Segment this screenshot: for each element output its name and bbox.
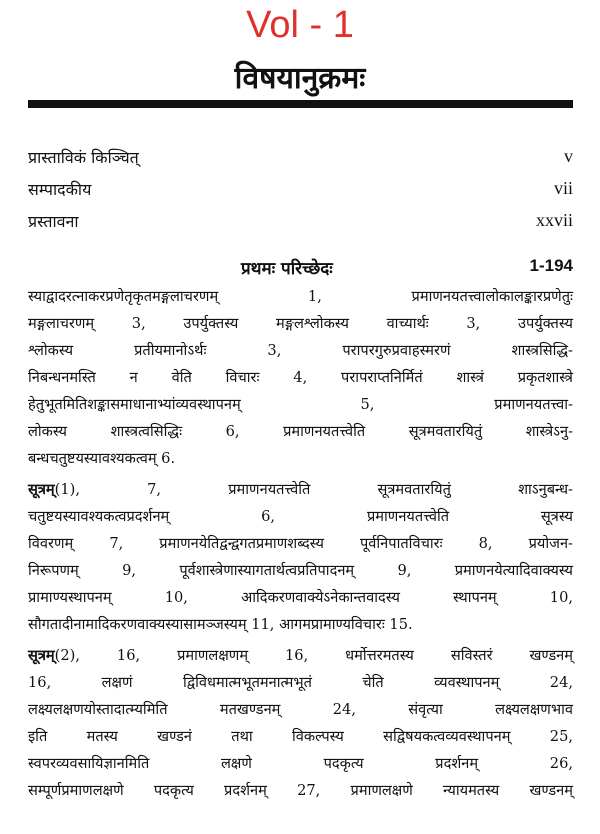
toc-line-sutra [28, 480, 573, 500]
chapter-title: प्रथमः परिच्छेदः [241, 259, 333, 279]
toc-line: सौगतादीनामादिकरणवाक्यस्यासामञ्जस्यम् 11, आगमप्रामाण्यविचारः 15. [28, 616, 413, 633]
toc-line: सम्पूर्णप्रमाणलक्षणे पदकृत्य प्रदर्शनम् 27, प्रमाणलक्षणे न्यायमतस्य खण्डनम् [28, 782, 573, 799]
toc-line: प्रामाण्यस्थापनम् 10, आदिकरणवाक्येऽनेकान्तवादस्य स्थापनम् 10, [28, 589, 573, 606]
toc-line: हेतुभूतमितिशङ्कासमाधानाभ्यांव्यवस्थापनम् 5, प्रमाणनयतत्त्वा- [28, 396, 573, 413]
sutra-label: सूत्रम् [28, 481, 55, 498]
toc-line: निबन्धनमस्ति न वेति विचारः 4, परापराप्तनिर्मितं शास्त्रं प्रकृतशास्त्रे [28, 369, 573, 386]
toc-line-text: (1), 7, प्रमाणनयतत्त्वेति सूत्रमवतारयितुं शाऽनुबन्ध- [54, 481, 573, 498]
entry-title: प्रास्ताविकं किञ्चित् [28, 148, 139, 167]
front-matter-entry [28, 146, 573, 174]
entry-page: xxvii [535, 210, 573, 230]
toc-line-text: (2), 16, प्रमाणलक्षणम् 16, धर्मोत्तरमतस्य सविस्तरं खण्डनम् [54, 647, 573, 664]
toc-line: चतुष्टयस्यावश्यकत्वप्रदर्शनम् 6, प्रमाणनयतत्त्वेति सूत्रस्य [28, 508, 573, 525]
toc-line: स्याद्वादरत्नाकरप्रणेतृकृतमङ्गलाचरणम् 1, प्रमाणनयतत्त्वालोकालङ्कारप्रणेतुः [28, 288, 573, 305]
toc-line: निरूपणम् 9, पूर्वशास्त्रेणास्यागतार्थत्वप्रतिपादनम् 9, प्रमाणनयेत्यादिवाक्यस्य [28, 562, 573, 579]
toc-title: विषयानुक्रमः [234, 61, 366, 96]
front-matter-entry [28, 178, 573, 206]
volume-label: Vol - 1 [246, 4, 354, 46]
front-matter-entry [28, 210, 573, 238]
toc-line: विवरणम् 7, प्रमाणनयेतिद्वन्द्वगतप्रमाणशब्दस्य पूर्वनिपातविचारः 8, प्रयोजन- [28, 535, 573, 552]
toc-line: मङ्गलाचरणम् 3, उपर्युक्तस्य मङ्गलश्लोकस्य वाच्यार्थः 3, उपर्युक्तस्य [28, 315, 573, 332]
toc-line: बन्धचतुष्टयस्यावश्यकत्वम् 6. [28, 450, 176, 467]
chapter-heading [28, 256, 573, 282]
toc-line: लक्ष्यलक्षणयोस्तादात्म्यमिति मतखण्डनम् 24, संवृत्या लक्ष्यलक्षणभाव [28, 701, 573, 718]
toc-line-sutra [28, 646, 573, 666]
toc-line: श्लोकस्य प्रतीयमानोऽर्थः 3, परापरगुरुप्रवाहस्मरणं शास्त्रसिद्धि- [28, 342, 573, 359]
chapter-pages: 1-194 [529, 256, 573, 275]
toc-line: लोकस्य शास्त्रत्वसिद्धिः 6, प्रमाणनयतत्त्वेति सूत्रमवतारयितुं शास्त्रेऽनु- [28, 423, 573, 440]
sutra-label: सूत्रम् [28, 647, 55, 664]
entry-page: v [564, 146, 573, 166]
toc-line: स्वपरव्यवसायिज्ञानमिति लक्षणे पदकृत्य प्रदर्शनम् 26, [28, 755, 573, 772]
entry-page: vii [553, 178, 573, 198]
entry-title: सम्पादकीय [28, 180, 92, 199]
toc-line: इति मतस्य खण्डनं तथा विकल्पस्य सद्विषयकत्वव्यवस्थापनम् 25, [28, 728, 573, 745]
toc-line: 16, लक्षणं द्विविधमात्मभूतमनात्मभूतं चेति व्यवस्थापनम् 24, [28, 674, 573, 691]
entry-title: प्रस्तावना [28, 212, 79, 231]
title-rule [28, 100, 573, 108]
